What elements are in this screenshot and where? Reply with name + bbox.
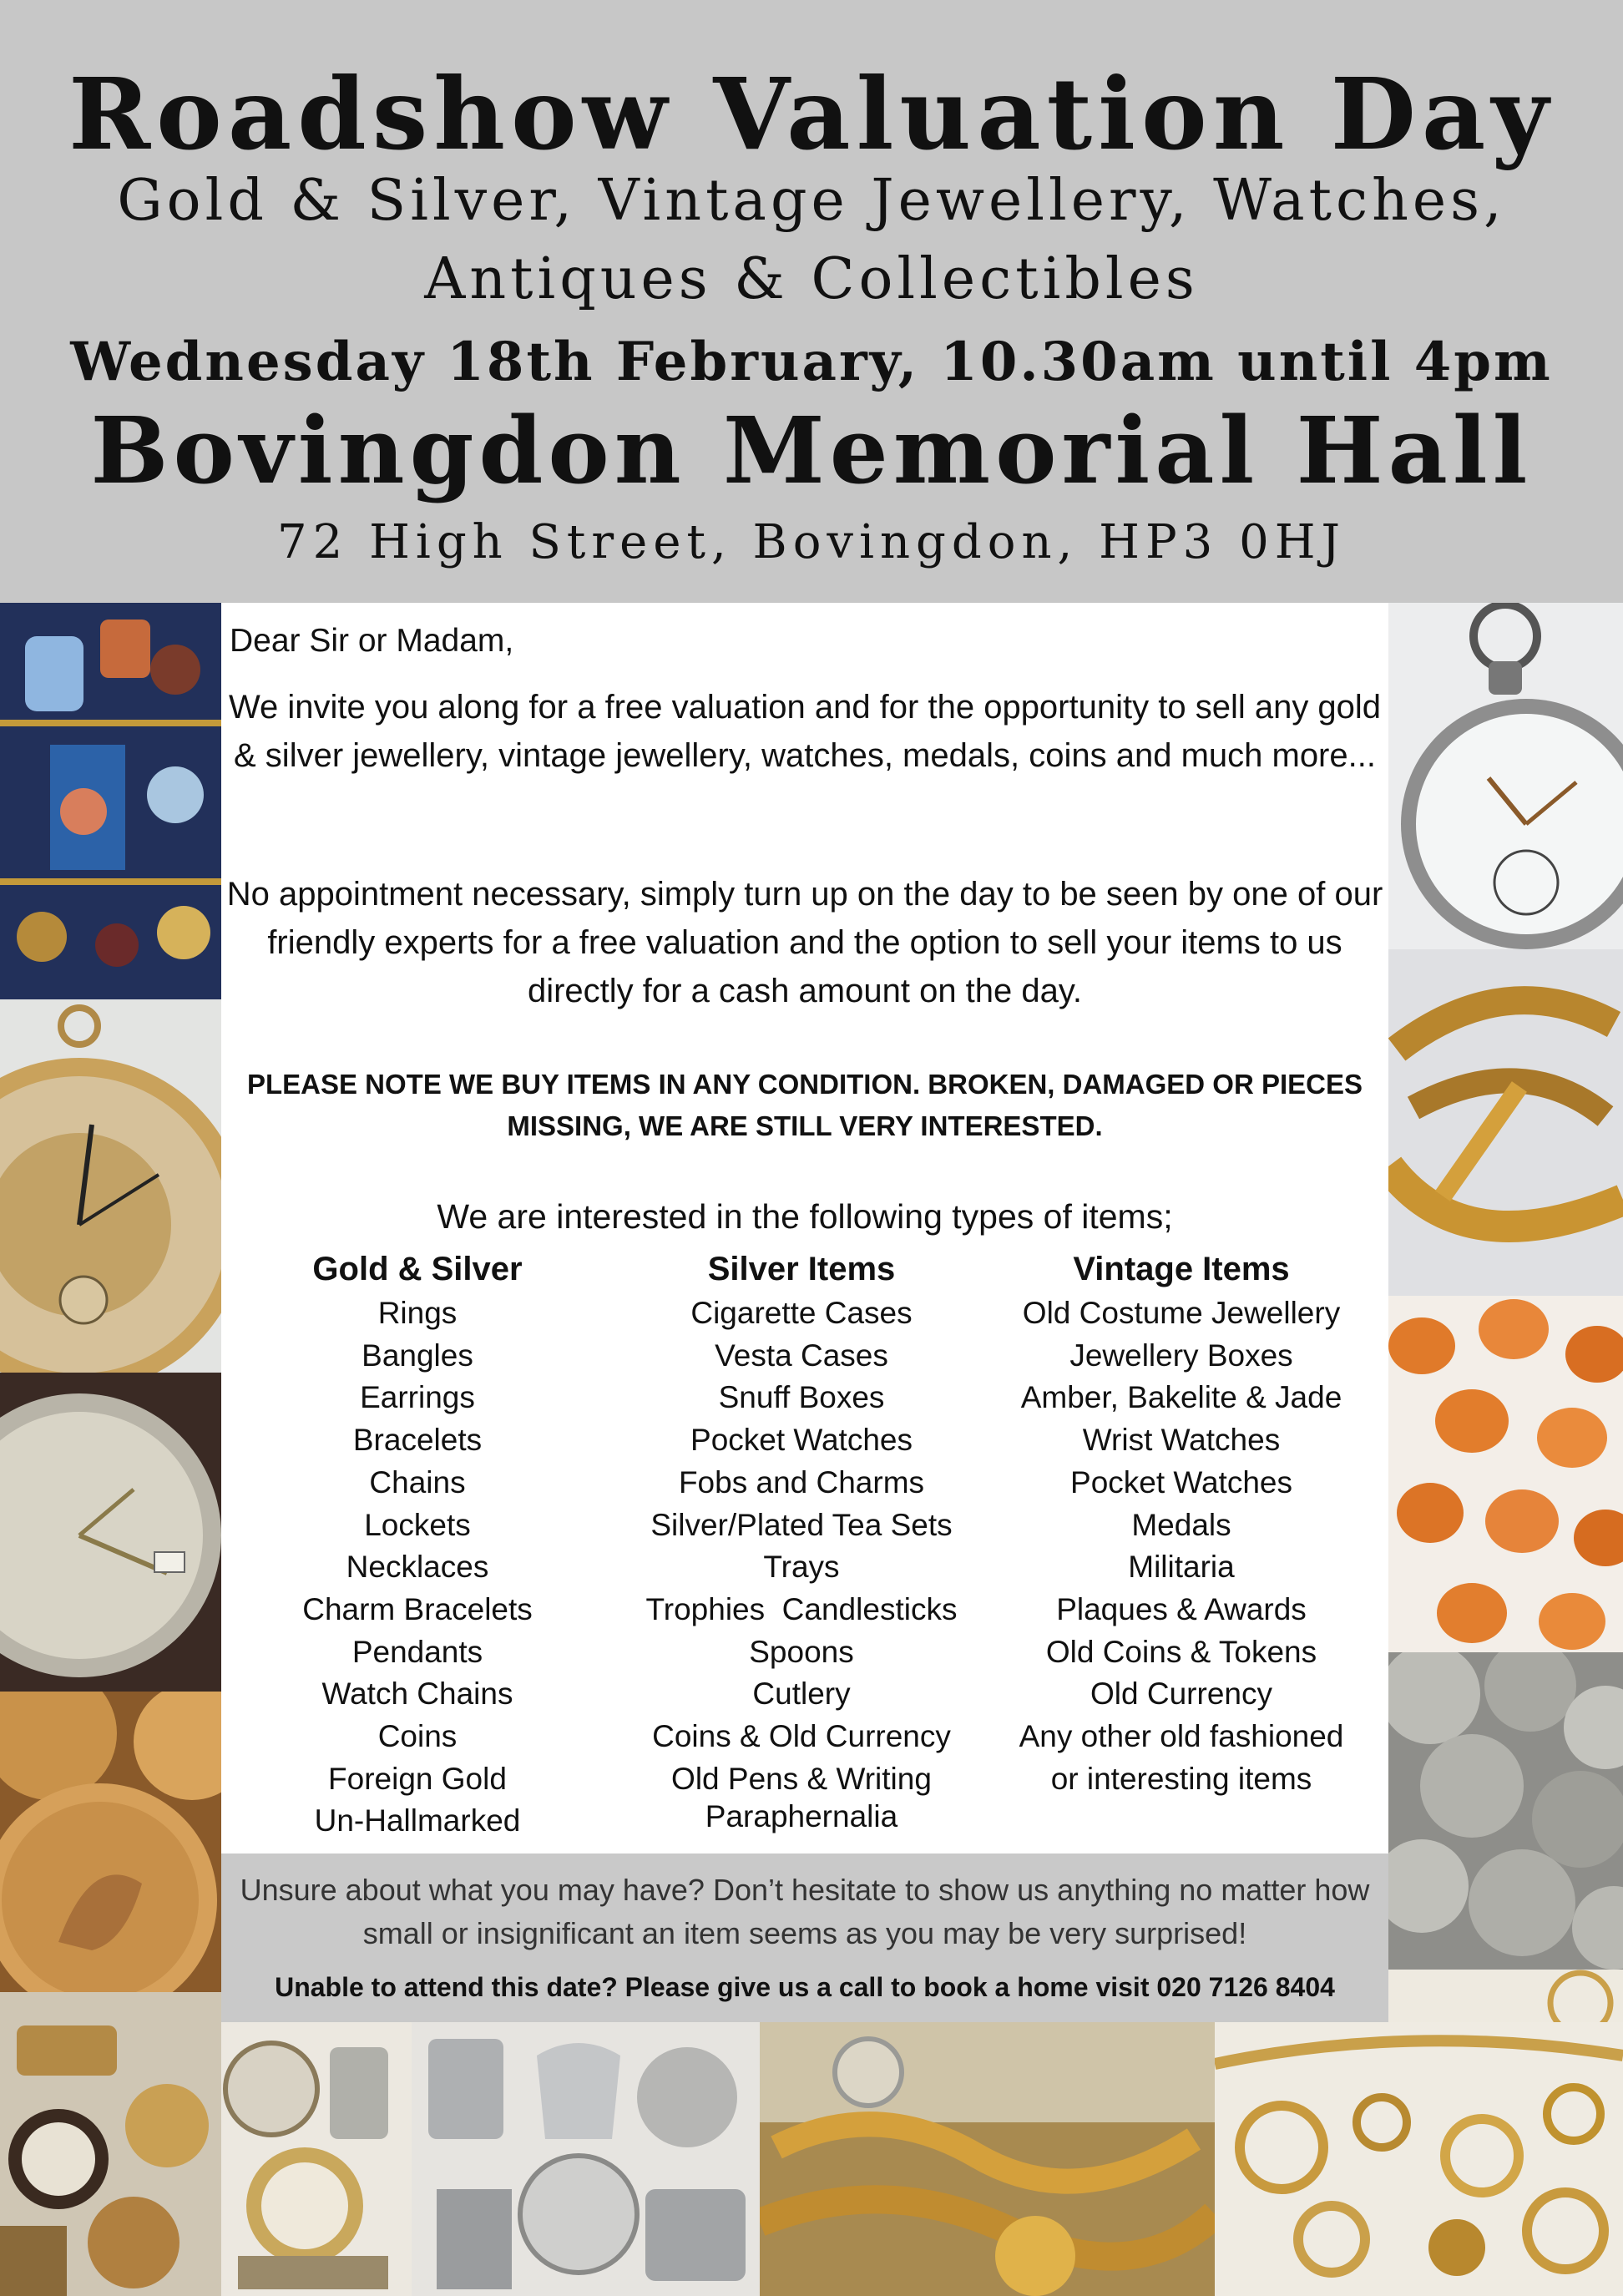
list-item: Coins & Old Currency xyxy=(652,1719,951,1754)
list-item: Bangles xyxy=(362,1338,473,1373)
column-heading: Vintage Items xyxy=(1073,1251,1290,1287)
list-item: Foreign Gold xyxy=(328,1761,507,1796)
list-item: Cutlery xyxy=(752,1676,851,1712)
list-item: Paraphernalia xyxy=(705,1799,898,1834)
omega-pocket-watch-photo xyxy=(1388,603,1623,949)
home-visit-call-to-action: Unable to attend this date? Please give us a call to book a home visit 020 7126 8404 xyxy=(275,1972,1335,2002)
list-item: Lockets xyxy=(364,1507,471,1542)
gold-rings-earrings-photo xyxy=(1215,2022,1623,2296)
gold-chain-photo xyxy=(1388,949,1623,1296)
watches-and-clocks-photo xyxy=(221,2022,412,2296)
list-item: Jewellery Boxes xyxy=(1069,1338,1293,1373)
list-item: Trophies Candlesticks xyxy=(645,1591,958,1626)
vintage-items-column xyxy=(981,1246,1382,1800)
list-item: Rings xyxy=(377,1296,458,1330)
letter-panel xyxy=(221,603,1388,1853)
condition-note: PLEASE NOTE WE BUY ITEMS IN ANY CONDITION. BROKEN, DAMAGED OR PIECES MISSING, WE ARE STILL VERY INTERESTED. xyxy=(246,1069,1363,1141)
list-item: Spoons xyxy=(749,1634,854,1669)
list-item: Old Costume Jewellery xyxy=(1022,1296,1341,1330)
event-date-time: Wednesday 18th February, 10.30am until 4pm xyxy=(70,331,1553,393)
items-intro: We are interested in the following types of items; xyxy=(437,1197,1173,1236)
list-item: Old Pens & Writing xyxy=(671,1761,932,1796)
list-item: Any other old fashioned xyxy=(1019,1719,1344,1754)
page-title: Roadshow Valuation Day xyxy=(68,56,1555,172)
list-item: Old Currency xyxy=(1090,1676,1272,1712)
venue-name: Bovingdon Memorial Hall xyxy=(90,397,1533,504)
list-item: Plaques & Awards xyxy=(1056,1591,1307,1626)
list-item: Fobs and Charms xyxy=(678,1464,925,1499)
list-item: Silver/Plated Tea Sets xyxy=(650,1507,953,1542)
list-item: Cigarette Cases xyxy=(690,1296,913,1330)
list-item: Snuff Boxes xyxy=(718,1380,885,1415)
list-item: Amber, Bakelite & Jade xyxy=(1020,1380,1342,1415)
list-item: Necklaces xyxy=(346,1550,489,1585)
gold-items-list xyxy=(230,1292,605,1843)
silver-items-list xyxy=(614,1292,989,1833)
list-item: Earrings xyxy=(360,1380,475,1415)
list-item: Watch Chains xyxy=(321,1676,513,1712)
column-heading: Gold & Silver xyxy=(312,1251,523,1287)
gold-silver-column xyxy=(230,1246,605,1843)
list-item: Charm Bracelets xyxy=(302,1591,533,1626)
silver-coins-photo xyxy=(1388,1652,1623,1970)
list-item: Coins xyxy=(377,1719,458,1754)
list-item: Trays xyxy=(763,1550,840,1585)
amber-beads-photo xyxy=(1388,1296,1623,1652)
salutation: Dear Sir or Madam, xyxy=(230,623,514,659)
subtitle-line-1: Gold & Silver, Vintage Jewellery, Watches, xyxy=(117,168,1506,234)
footer-band xyxy=(221,1853,1388,2022)
gold-chains-pile-photo xyxy=(760,2022,1215,2296)
list-item: Old Coins & Tokens xyxy=(1045,1634,1317,1669)
silver-items-column xyxy=(614,1246,989,1833)
list-item: Medals xyxy=(1131,1507,1231,1542)
jewellery-box-photo xyxy=(0,603,221,999)
gold-sovereign-coins-photo xyxy=(0,1692,221,1992)
gold-jewellery-strip-photo xyxy=(1388,1970,1623,2022)
header-banner xyxy=(0,0,1623,603)
list-item: Vesta Cases xyxy=(715,1338,888,1373)
list-item: or interesting items xyxy=(1050,1761,1312,1796)
appointment-paragraph: No appointment necessary, simply turn up on the day to be seen by one of our friendly experts for a free valuation and the option to sell your items to us directly for a cash amount on the day. xyxy=(226,876,1383,1009)
list-item: Wrist Watches xyxy=(1082,1423,1281,1458)
pocket-watch-photo xyxy=(0,999,221,1373)
silver-items-photo xyxy=(412,2022,760,2296)
mixed-watches-photo xyxy=(0,1992,221,2296)
list-item: Bracelets xyxy=(352,1423,483,1458)
list-item: Militaria xyxy=(1128,1550,1235,1585)
list-item: Chains xyxy=(369,1464,466,1499)
list-item: Un-Hallmarked xyxy=(314,1803,521,1838)
list-item: Pocket Watches xyxy=(690,1423,913,1458)
list-item: Pendants xyxy=(351,1634,483,1669)
wrist-watch-photo xyxy=(0,1373,221,1692)
invitation-paragraph: We invite you along for a free valuation and for the opportunity to sell any gold & silver jewellery, vintage jewellery, watches, medals, coins and much more... xyxy=(228,689,1382,774)
reassurance-text: Unsure about what you may have? Don’t hesitate to show us anything no matter how small or insignificant an item seems as you may be very surprised! xyxy=(240,1873,1370,1950)
list-item: Pocket Watches xyxy=(1070,1464,1292,1499)
vintage-items-list xyxy=(981,1292,1382,1800)
column-heading: Silver Items xyxy=(707,1251,896,1287)
venue-address: 72 High Street, Bovingdon, HP3 0HJ xyxy=(277,515,1346,569)
subtitle-line-2: Antiques & Collectibles xyxy=(424,246,1199,312)
